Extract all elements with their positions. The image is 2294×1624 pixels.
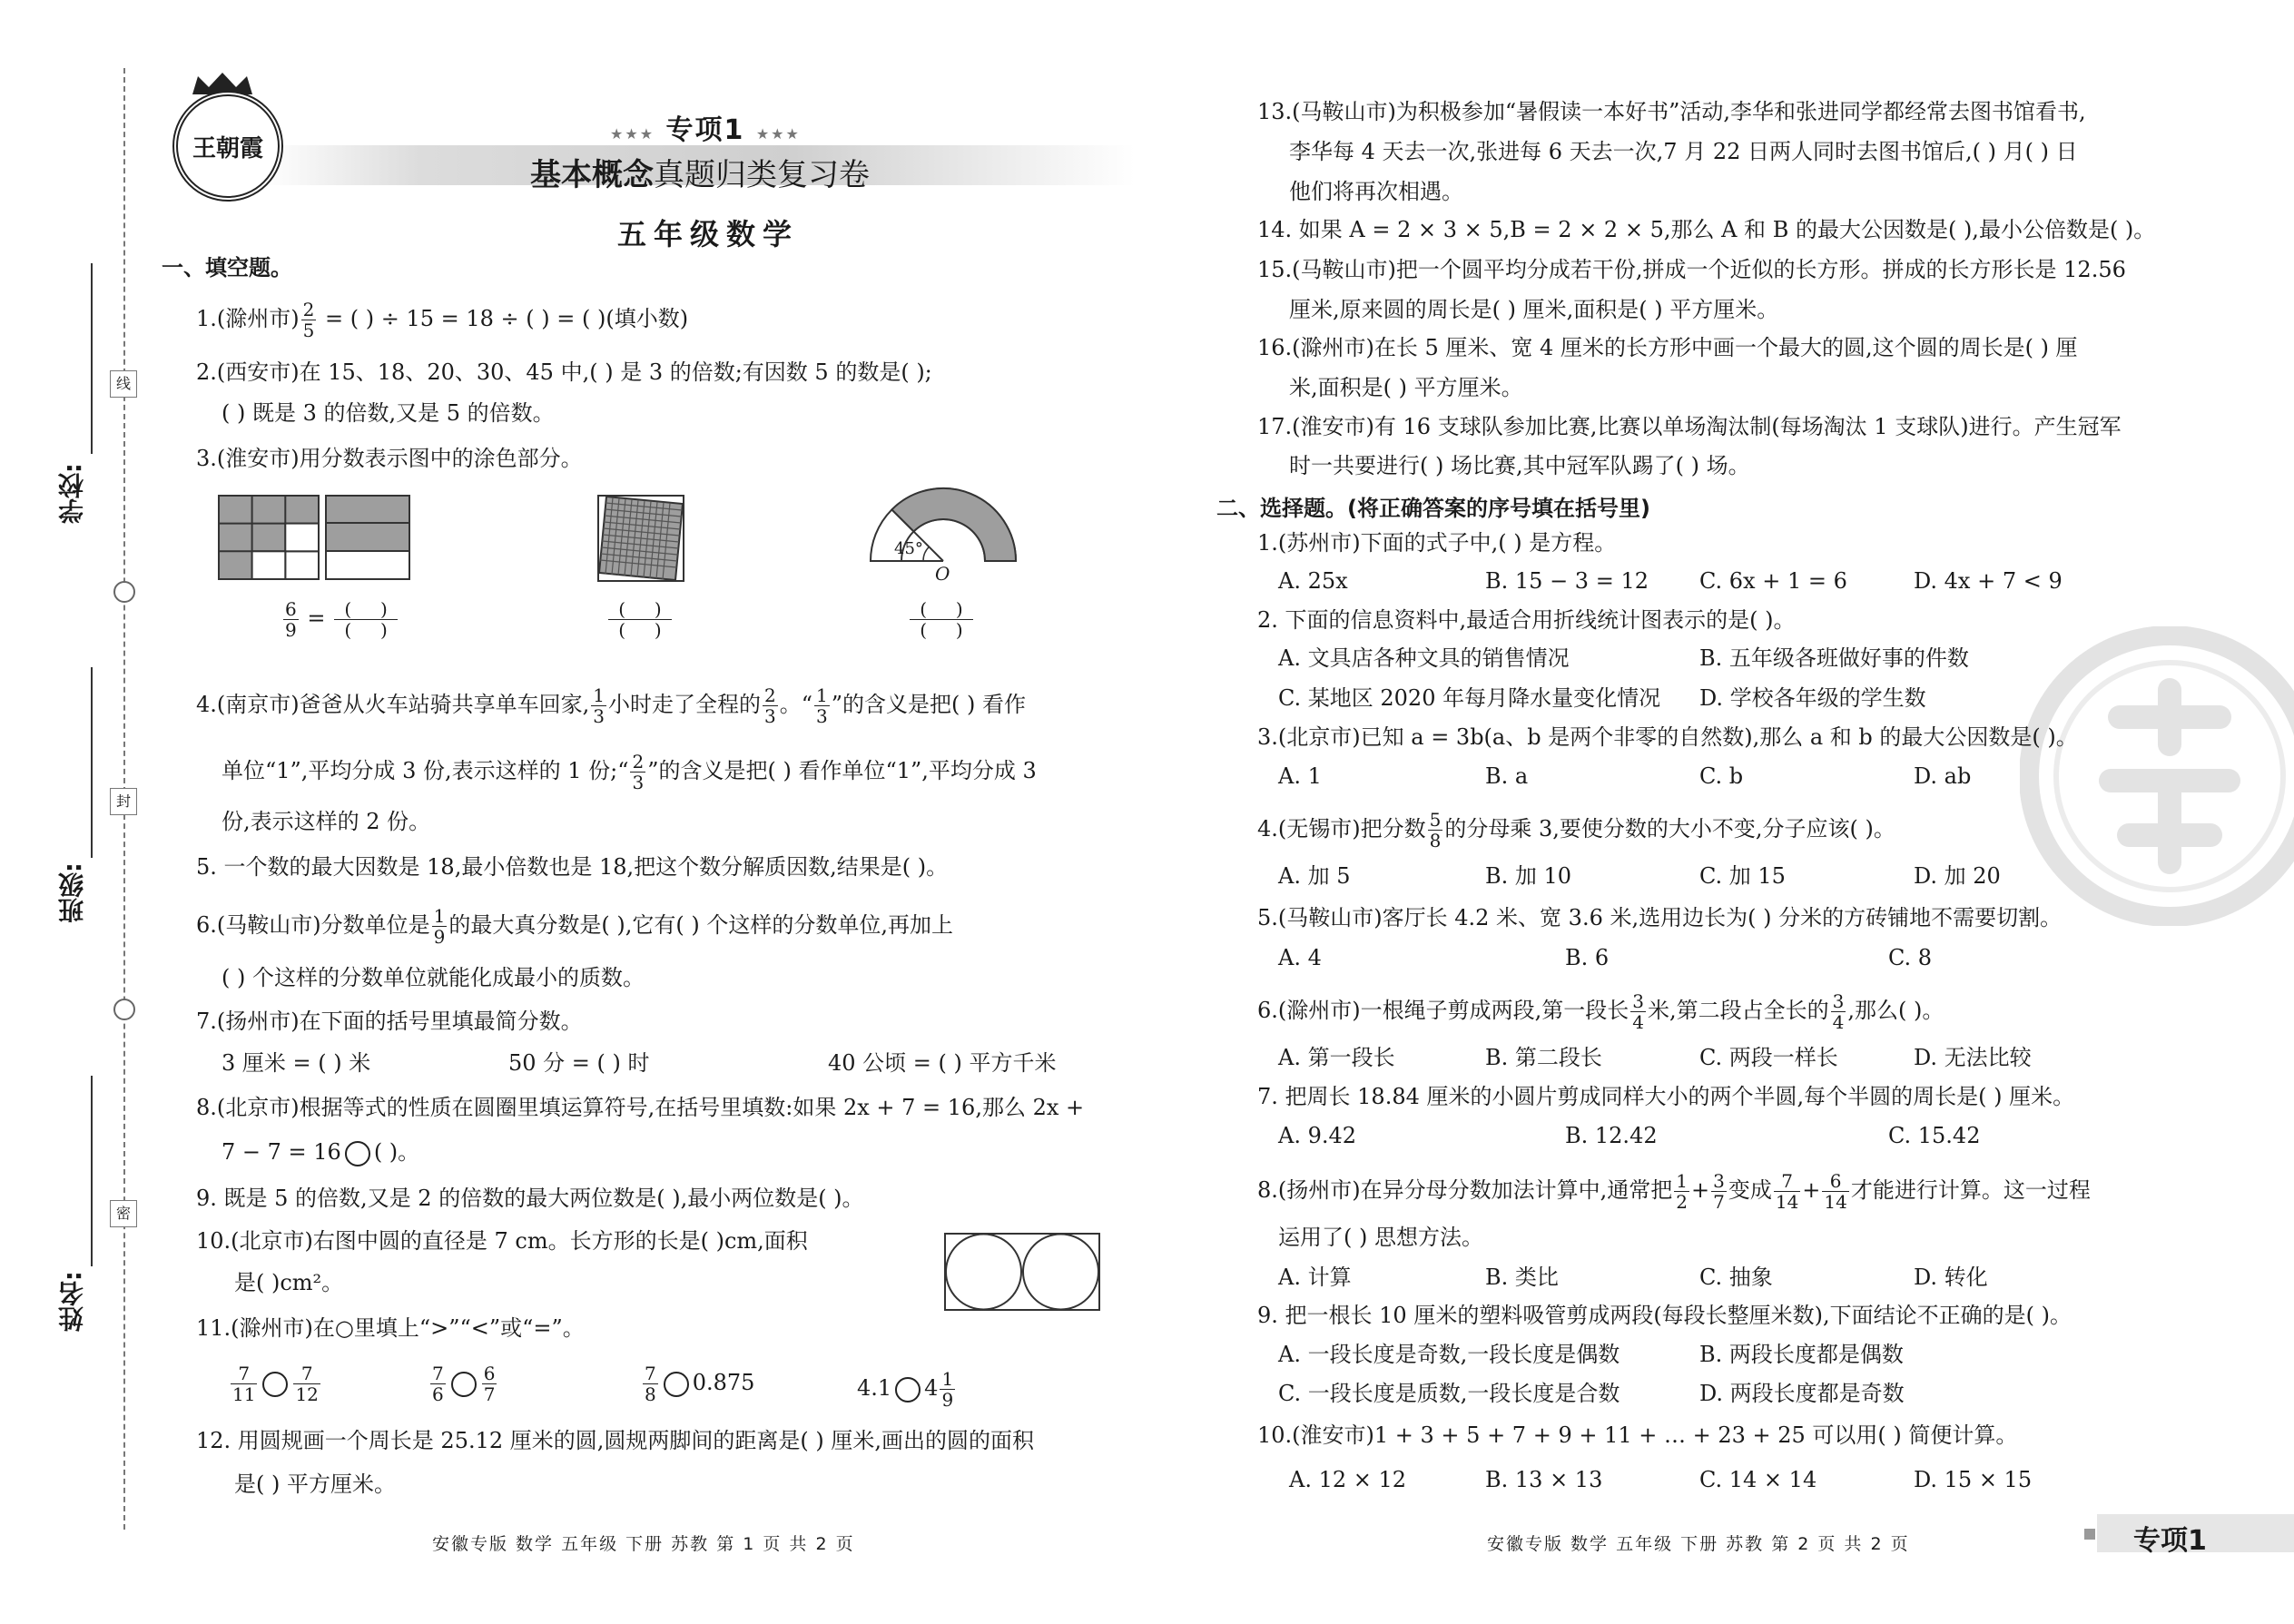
footer-right: 安徽专版 数学 五年级 下册 苏教 第 2 页 共 2 页 bbox=[1487, 1534, 1910, 1554]
question-3-answer-2[interactable]: $\frac{( )}{( )}$ bbox=[606, 599, 674, 640]
question-7: 7.(扬州市)在下面的括号里填最简分数。 bbox=[196, 1009, 583, 1034]
binding-mark-mi: 密 bbox=[110, 1200, 137, 1227]
choice-6: 6.(滁州市)一根绳子剪成两段,第一段长 $\frac{3}{4}$ 米,第二段占全长的 $\frac{3}{4}$ ,那么( )。 bbox=[1257, 990, 1944, 1033]
angle-label: 45° bbox=[894, 539, 923, 558]
footer-marker bbox=[2084, 1529, 2095, 1540]
question-7-item-3: 40 公顷 = ( ) 平方千米 bbox=[828, 1050, 1057, 1076]
question-3-answer-1: $\frac{6}{9}$ = $\frac{( )}{( )}$ bbox=[281, 599, 399, 640]
choice-2-option-a[interactable]: A. 文具店各种文具的销售情况 bbox=[1278, 645, 1570, 671]
secret-seal-watermark bbox=[2020, 626, 2294, 926]
question-3: 3.(淮安市)用分数表示图中的涂色部分。 bbox=[196, 446, 583, 471]
semicircle-sector-figure bbox=[867, 481, 1021, 572]
question-8: 8.(北京市)根据等式的性质在圆圈里填运算符号,在括号里填数:如果 2x + 7 = 16,那么 2x + bbox=[196, 1095, 1085, 1120]
question-13: 13.(马鞍山市)为积极参加“暑假读一本好书”活动,李华和张进同学都经常去图书馆看书, bbox=[1257, 99, 2086, 124]
choice-5: 5.(马鞍山市)客厅长 4.2 米、宽 3.6 米,选用边长为( ) 分米的方砖铺地不需要切割。 bbox=[1257, 905, 2063, 930]
question-7-item-1: 3 厘米 = ( ) 米 bbox=[222, 1050, 371, 1076]
question-14: 14. 如果 A = 2 × 3 × 5,B = 2 × 2 × 5,那么 A 和 B 的最大公因数是( ),最小公倍数是( )。 bbox=[1257, 217, 2156, 242]
choice-2-option-d[interactable]: D. 学校各年级的学生数 bbox=[1699, 685, 1926, 711]
question-5: 5. 一个数的最大因数是 18,最小倍数也是 18,把这个数分解质因数,结果是( )。 bbox=[196, 854, 949, 880]
choice-3-option-b[interactable]: B. a bbox=[1485, 763, 1529, 789]
choice-8: 8.(扬州市)在异分母分数加法计算中,通常把 $\frac{1}{2}$ + $\frac{3}{7}$ 变成 $\frac{7}{14}$ + $\frac{6}{14}$ 才能进行计算。这一过程 bbox=[1257, 1170, 2091, 1213]
choice-4-option-b[interactable]: B. 加 10 bbox=[1485, 863, 1572, 889]
choice-4-option-c[interactable]: C. 加 15 bbox=[1699, 863, 1786, 889]
choice-5-option-a[interactable]: A. 4 bbox=[1278, 945, 1322, 970]
class-blank[interactable] bbox=[91, 667, 93, 858]
publisher-logo: 王朝霞 bbox=[172, 91, 283, 202]
center-label: O bbox=[935, 563, 950, 585]
question-16: 16.(滁州市)在长 5 厘米、宽 4 厘米的长方形中画一个最大的圆,这个圆的周长是( ) 厘 bbox=[1257, 335, 2078, 360]
question-4-cont: 单位“1”,平均分成 3 份,表示这样的 1 份;“ $\frac{2}{3}$ ”的含义是把( ) 看作单位“1”,平均分成 3 bbox=[222, 751, 1037, 793]
choice-7-option-a[interactable]: A. 9.42 bbox=[1278, 1123, 1357, 1148]
page-title: 基本概念真题归类复习卷 bbox=[530, 157, 870, 193]
choice-10-option-c[interactable]: C. 14 × 14 bbox=[1699, 1467, 1817, 1492]
question-13-cont: 李华每 4 天去一次,张进每 6 天去一次,7 月 22 日两人同时去图书馆后,( ) 月( ) 日 bbox=[1289, 139, 2078, 164]
choice-5-option-c[interactable]: C. 8 bbox=[1888, 945, 1933, 970]
choice-4-option-d[interactable]: D. 加 20 bbox=[1914, 863, 2001, 889]
choice-2-option-b[interactable]: B. 五年级各班做好事的件数 bbox=[1699, 645, 1969, 671]
question-8-cont: 7 − 7 = 16 ( )。 bbox=[222, 1139, 420, 1165]
section-fill-title: 一、填空题。 bbox=[162, 255, 292, 281]
shaded-grid-figure bbox=[218, 495, 320, 580]
question-10: 10.(北京市)右图中圆的直径是 7 cm。长方形的长是( )cm,面积 bbox=[196, 1228, 808, 1254]
question-15-cont: 厘米,原来圆的周长是( ) 厘米,面积是( ) 平方厘米。 bbox=[1289, 297, 1779, 322]
choice-10-option-d[interactable]: D. 15 × 15 bbox=[1914, 1467, 2033, 1492]
choice-9-option-c[interactable]: C. 一段长度是质数,一段长度是合数 bbox=[1278, 1381, 1620, 1406]
choice-8-option-c[interactable]: C. 抽象 bbox=[1699, 1265, 1773, 1290]
choice-2-option-c[interactable]: C. 某地区 2020 年每月降水量变化情况 bbox=[1278, 685, 1661, 711]
shaded-bar-figure bbox=[325, 495, 410, 580]
question-16-cont: 米,面积是( ) 平方厘米。 bbox=[1289, 375, 1523, 400]
binding-mark-feng: 封 bbox=[110, 788, 137, 815]
footer-series-tag: 专项1 bbox=[2097, 1514, 2294, 1552]
grade-subject: 五年级数学 bbox=[617, 217, 800, 251]
section-choice-title: 二、选择题。(将正确答案的序号填在括号里) bbox=[1216, 496, 1650, 521]
question-3-answer-3[interactable]: $\frac{( )}{( )}$ bbox=[908, 599, 975, 640]
choice-6-option-c[interactable]: C. 两段一样长 bbox=[1699, 1045, 1838, 1070]
question-7-item-2: 50 分 = ( ) 时 bbox=[508, 1050, 650, 1076]
question-9: 9. 既是 5 的倍数,又是 2 的倍数的最大两位数是( ),最小两位数是( )。 bbox=[196, 1186, 864, 1211]
question-4-cont-2: 份,表示这样的 2 份。 bbox=[222, 809, 431, 834]
question-15: 15.(马鞍山市)把一个圆平均分成若干份,拼成一个近似的长方形。拼成的长方形长是 12.56 bbox=[1257, 257, 2126, 282]
binding-mark-xian: 线 bbox=[110, 370, 137, 398]
compare-circle[interactable] bbox=[895, 1377, 921, 1403]
binding-hole-icon bbox=[113, 999, 135, 1020]
choice-9-option-d[interactable]: D. 两段长度都是奇数 bbox=[1699, 1381, 1905, 1406]
choice-8-option-b[interactable]: B. 类比 bbox=[1485, 1265, 1559, 1290]
operator-circle[interactable] bbox=[345, 1141, 370, 1166]
choice-10-option-b[interactable]: B. 13 × 13 bbox=[1485, 1467, 1603, 1492]
question-2-cont: ( ) 既是 3 的倍数,又是 5 的倍数。 bbox=[222, 400, 555, 426]
choice-7-option-b[interactable]: B. 12.42 bbox=[1565, 1123, 1658, 1148]
rotated-square-figure bbox=[597, 495, 684, 582]
choice-6-option-b[interactable]: B. 第二段长 bbox=[1485, 1045, 1602, 1070]
choice-1-option-c[interactable]: C. 6x + 1 = 6 bbox=[1699, 568, 1847, 594]
question-12-cont: 是( ) 平方厘米。 bbox=[234, 1471, 396, 1497]
binding-hole-icon bbox=[113, 581, 135, 603]
choice-4: 4.(无锡市)把分数 $\frac{5}{8}$ 的分母乘 3,要使分数的大小不变,分子应该( )。 bbox=[1257, 809, 1895, 851]
choice-9: 9. 把一根长 10 厘米的塑料吸管剪成两段(每段长整厘米数),下面结论不正确的是( )。 bbox=[1257, 1303, 2072, 1328]
name-label: 姓名: bbox=[57, 1271, 87, 1333]
question-11-item-1: $\frac{7}{11}$ $\frac{7}{12}$ bbox=[232, 1363, 319, 1405]
rectangle-two-circles-figure bbox=[944, 1233, 1100, 1311]
choice-3-option-a[interactable]: A. 1 bbox=[1278, 763, 1322, 789]
choice-6-option-d[interactable]: D. 无法比较 bbox=[1914, 1045, 2032, 1070]
series-tag: ★★★ 专项1 ★★★ bbox=[610, 114, 801, 146]
choice-8-cont: 运用了( ) 思想方法。 bbox=[1278, 1225, 1483, 1250]
question-6: 6.(马鞍山市)分数单位是 $\frac{1}{9}$ 的最大真分数是( ),它有( ) 个这样的分数单位,再加上 bbox=[196, 905, 953, 948]
question-17: 17.(淮安市)有 16 支球队参加比赛,比赛以单场淘汰制(每场淘汰 1 支球队)进行。产生冠军 bbox=[1257, 414, 2122, 439]
choice-7-option-c[interactable]: C. 15.42 bbox=[1888, 1123, 1981, 1148]
choice-10: 10.(淮安市)1 + 3 + 5 + 7 + 9 + 11 + … + 23 + 25 可以用( ) 简便计算。 bbox=[1257, 1422, 2018, 1448]
star-icon: ★★★ bbox=[755, 125, 801, 143]
choice-1-option-a[interactable]: A. 25x bbox=[1278, 568, 1348, 594]
name-blank[interactable] bbox=[91, 1076, 93, 1266]
question-11: 11.(滁州市)在○里填上“>”“<”或“=”。 bbox=[196, 1315, 585, 1341]
school-blank[interactable] bbox=[91, 263, 93, 454]
star-icon: ★★★ bbox=[610, 125, 655, 143]
choice-8-option-a[interactable]: A. 计算 bbox=[1278, 1265, 1352, 1290]
question-10-cont: 是( )cm²。 bbox=[234, 1270, 344, 1295]
question-4: 4.(南京市)爸爸从火车站骑共享单车回家, $\frac{1}{3}$ 小时走了全程的 $\frac{2}{3}$ 。“ $\frac{1}{3}$ ”的含义是把( ) 看作 bbox=[196, 684, 1027, 727]
choice-6-option-a[interactable]: A. 第一段长 bbox=[1278, 1045, 1395, 1070]
choice-2: 2. 下面的信息资料中,最适合用折线统计图表示的是( )。 bbox=[1257, 607, 1796, 633]
question-2: 2.(西安市)在 15、18、20、30、45 中,( ) 是 3 的倍数;有因数 5 的数是( ); bbox=[196, 359, 932, 385]
footer-left: 安徽专版 数学 五年级 下册 苏教 第 1 页 共 2 页 bbox=[432, 1534, 855, 1554]
compare-circle[interactable] bbox=[451, 1372, 477, 1397]
choice-9-option-b[interactable]: B. 两段长度都是偶数 bbox=[1699, 1342, 1904, 1367]
question-11-item-4: 4.1 4 $\frac{1}{9}$ bbox=[857, 1368, 954, 1411]
choice-3: 3.(北京市)已知 a = 3b(a、b 是两个非零的自然数),那么 a 和 b 的最大公因数是( )。 bbox=[1257, 724, 2078, 750]
choice-7: 7. 把周长 18.84 厘米的小圆片剪成同样大小的两个半圆,每个半圆的周长是( ) 厘米。 bbox=[1257, 1084, 2075, 1109]
choice-9-option-a[interactable]: A. 一段长度是奇数,一段长度是偶数 bbox=[1278, 1342, 1620, 1367]
question-17-cont: 时一共要进行( ) 场比赛,其中冠军队踢了( ) 场。 bbox=[1289, 453, 1750, 478]
class-label: 班级: bbox=[57, 862, 87, 924]
question-11-item-2: $\frac{7}{6}$ $\frac{6}{7}$ bbox=[432, 1363, 496, 1405]
question-13-cont-2: 他们将再次相遇。 bbox=[1289, 179, 1463, 204]
question-12: 12. 用圆规画一个周长是 25.12 厘米的圆,圆规两脚间的距离是( ) 厘米,画出的圆的面积 bbox=[196, 1428, 1035, 1453]
choice-3-option-d[interactable]: D. ab bbox=[1914, 763, 1972, 789]
compare-circle[interactable] bbox=[262, 1372, 288, 1397]
choice-4-option-a[interactable]: A. 加 5 bbox=[1278, 863, 1351, 889]
choice-1-option-b[interactable]: B. 15 − 3 = 12 bbox=[1485, 568, 1649, 594]
choice-10-option-a[interactable]: A. 12 × 12 bbox=[1289, 1467, 1407, 1492]
choice-1-option-d[interactable]: D. 4x + 7 < 9 bbox=[1914, 568, 2063, 594]
question-11-item-3: $\frac{7}{8}$ 0.875 bbox=[645, 1363, 755, 1405]
choice-3-option-c[interactable]: C. b bbox=[1699, 763, 1744, 789]
compare-circle[interactable] bbox=[664, 1372, 689, 1397]
question-6-cont: ( ) 个这样的分数单位就能化成最小的质数。 bbox=[222, 965, 645, 990]
question-1: 1.(滁州市) $\frac{2}{5}$ = ( ) ÷ 15 = 18 ÷ ( ) = ( )(填小数) bbox=[196, 299, 689, 341]
choice-1: 1.(苏州市)下面的式子中,( ) 是方程。 bbox=[1257, 530, 1617, 556]
school-label: 学校: bbox=[57, 463, 87, 525]
choice-5-option-b[interactable]: B. 6 bbox=[1565, 945, 1610, 970]
choice-8-option-d[interactable]: D. 转化 bbox=[1914, 1265, 1988, 1290]
